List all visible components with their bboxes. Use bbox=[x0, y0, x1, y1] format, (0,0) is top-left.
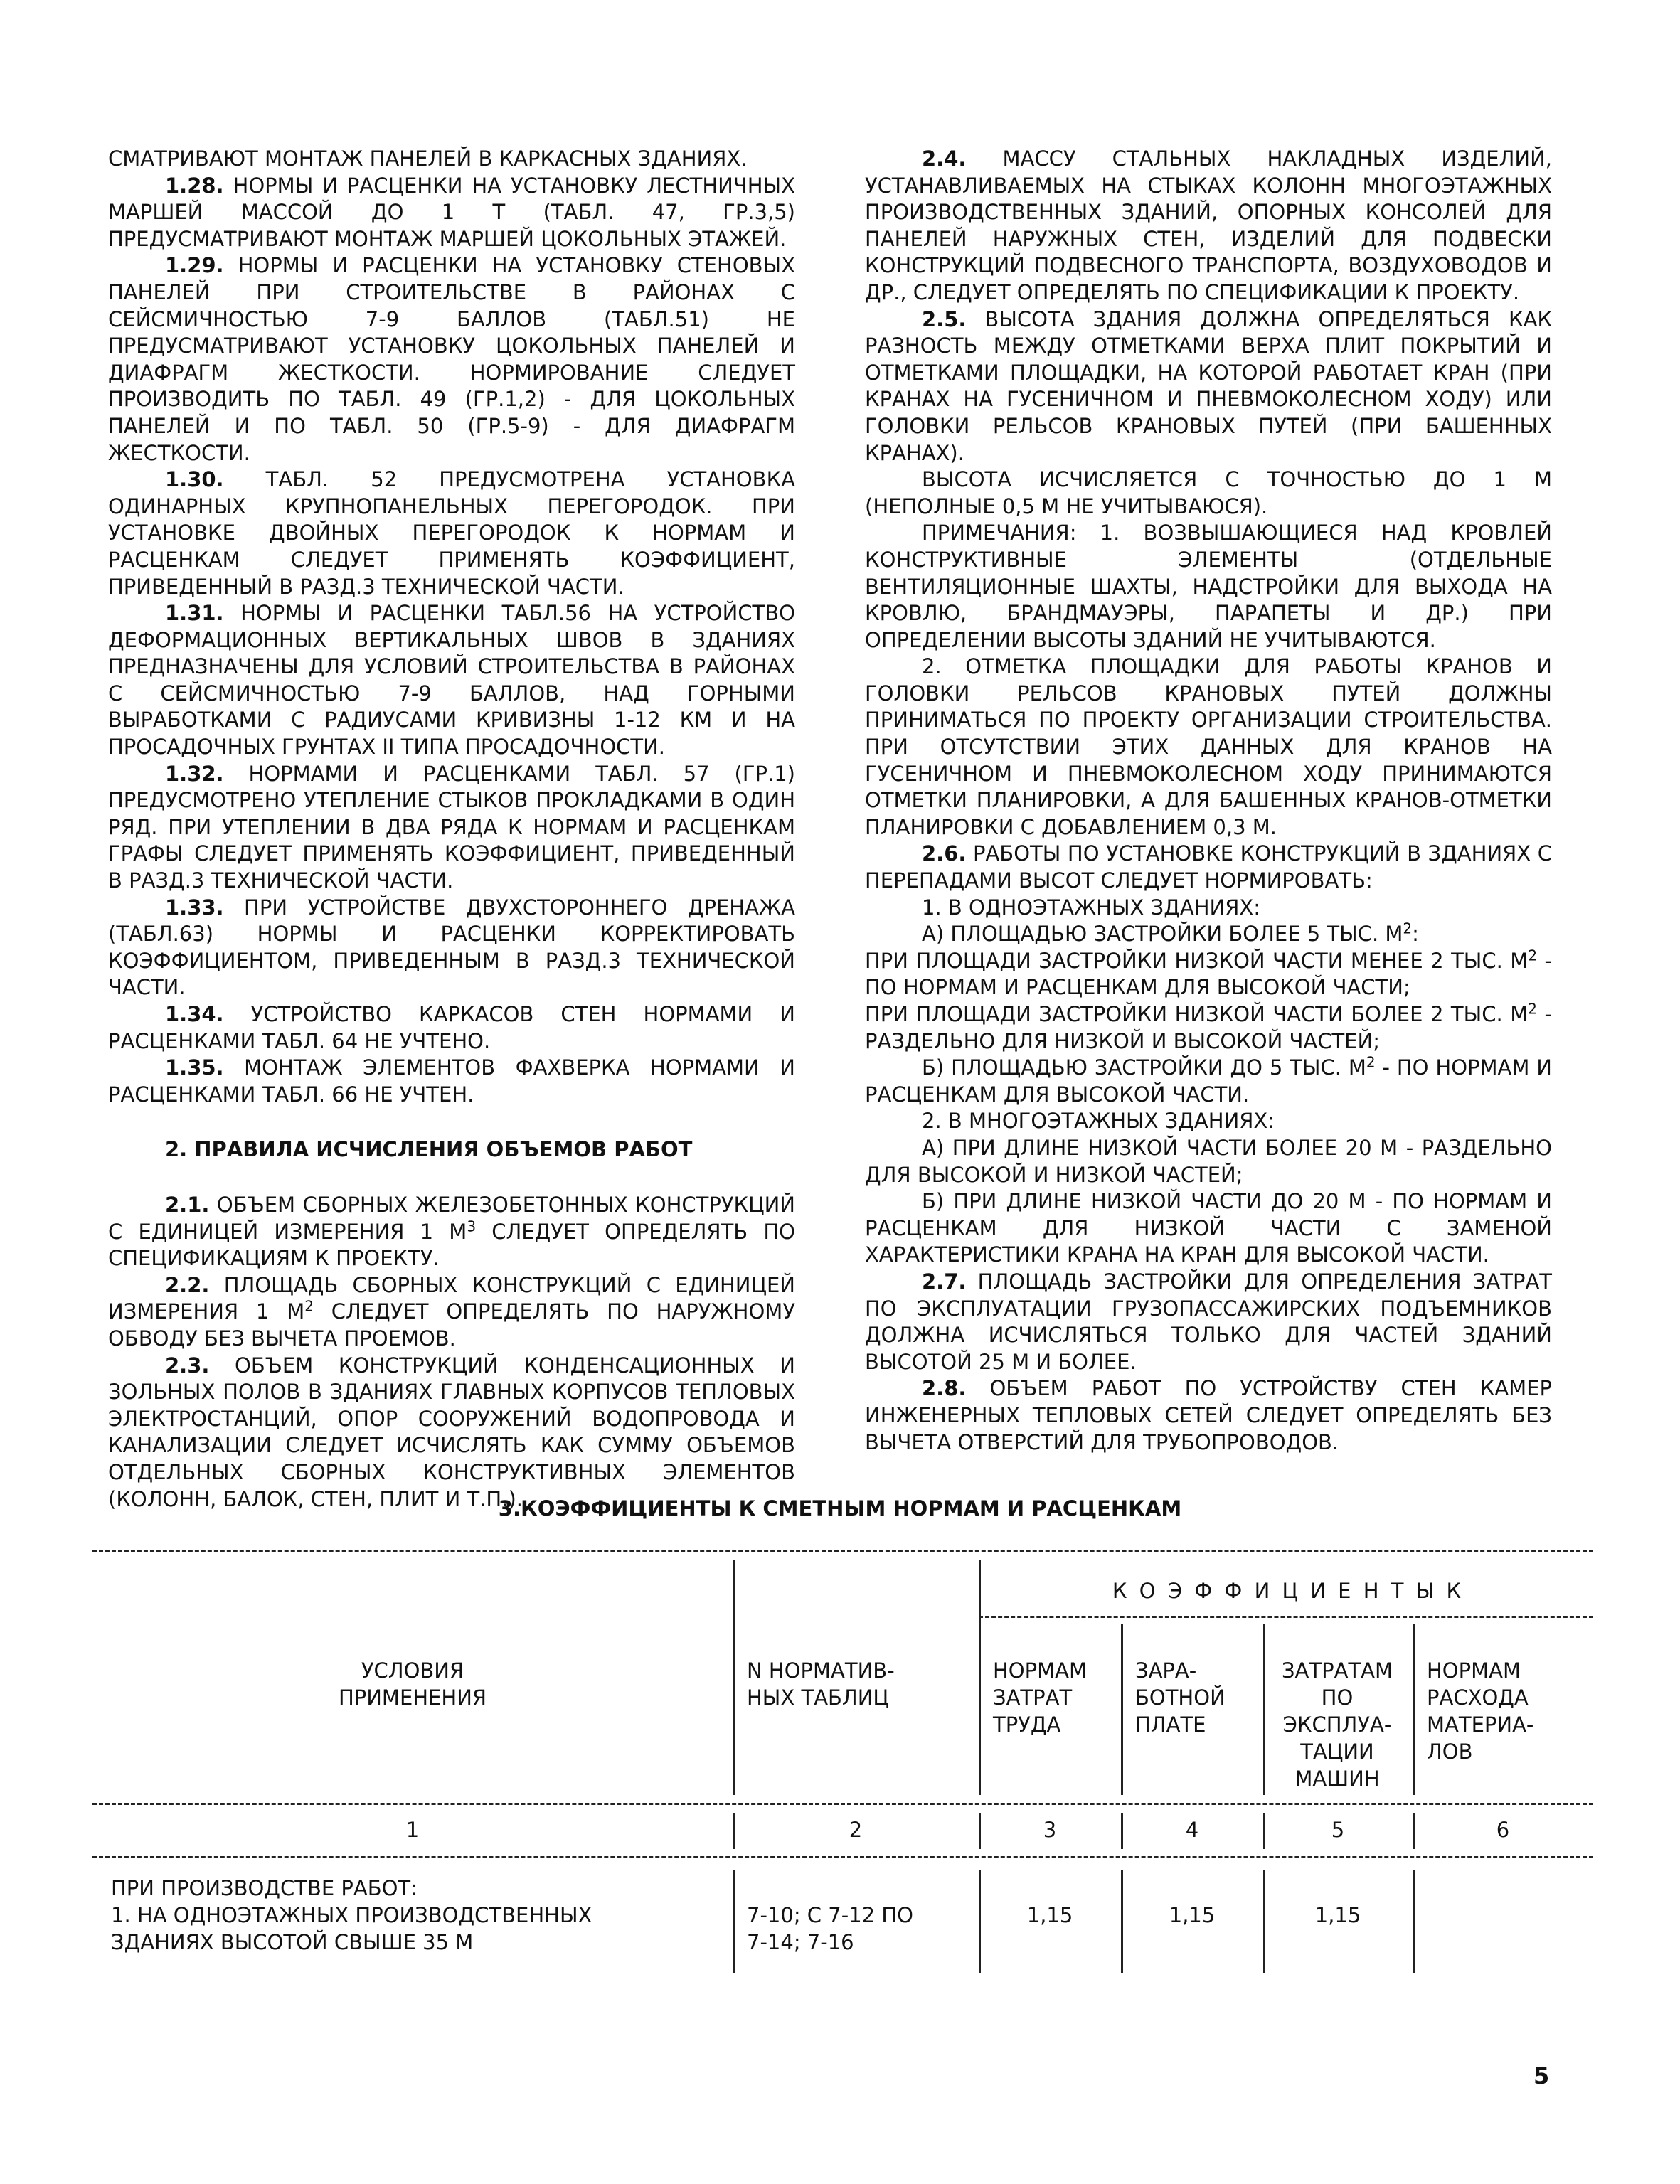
coefficients-table bbox=[92, 1550, 1593, 1991]
paragraph bbox=[108, 1353, 795, 1513]
paragraph-text: - ПО НОРМАМ И РАСЦЕНКАМ ДЛЯ ВЫСОКОЙ ЧАСТИ. bbox=[865, 1055, 1552, 1107]
paragraph bbox=[865, 841, 1552, 894]
paragraph bbox=[865, 146, 1552, 307]
paragraph bbox=[865, 1055, 1552, 1108]
clause-number: 2.3. bbox=[165, 1353, 210, 1378]
paragraph bbox=[108, 600, 795, 761]
clause-number: 1.35. bbox=[165, 1055, 224, 1080]
paragraph bbox=[865, 895, 1552, 922]
superscript: 2 bbox=[1403, 920, 1413, 937]
clause-number: 1.31. bbox=[165, 601, 224, 626]
paragraph-text: ПЛОЩАДЬ ЗАСТРОЙКИ ДЛЯ ОПРЕДЕЛЕНИЯ ЗАТРАТ ПО ЭКСПЛУАТАЦИИ ГРУЗОПАССАЖИРСКИХ ПОДЪЕМНИКОВ ДОЛЖНА ИСЧИСЛЯТЬСЯ ТОЛЬКО ДЛЯ ЧАСТЕЙ ЗДАНИЙ ВЫСОТОЙ 25 М И БОЛЕЕ. bbox=[865, 1269, 1552, 1374]
col-number: 1 bbox=[405, 1818, 420, 1842]
right-column bbox=[865, 146, 1552, 1456]
group-header-rule bbox=[979, 1616, 1593, 1618]
paragraph-text: ПРИ ПЛОЩАДИ ЗАСТРОЙКИ НИЗКОЙ ЧАСТИ БОЛЕЕ 2 ТЫС. М bbox=[865, 1002, 1529, 1026]
clause-number: 2.5. bbox=[922, 307, 967, 331]
clause-number: 2.4. bbox=[922, 147, 967, 171]
clause-number: 1.34. bbox=[165, 1002, 224, 1026]
header-machines: ЗАТРАТАМ ПО ЭКСПЛУА- ТАЦИИ МАШИН bbox=[1281, 1658, 1393, 1791]
clause-number: 1.32. bbox=[165, 761, 224, 786]
paragraph bbox=[865, 921, 1552, 948]
clause-number: 2.8. bbox=[922, 1376, 967, 1401]
group-header: К О Э Ф Ф И Ц И Е Н Т Ы К bbox=[1112, 1579, 1464, 1603]
paragraph-text: ВЫСОТА ЗДАНИЯ ДОЛЖНА ОПРЕДЕЛЯТЬСЯ КАК РАЗНОСТЬ МЕЖДУ ОТМЕТКАМИ ВЕРХА ПЛИТ ПОКРЫТИЙ И ОТМЕТКАМИ ПЛОЩАДКИ, НА КОТОРОЙ РАБОТАЕТ КРАН (ПРИ КРАНАХ НА ГУСЕНИЧНОМ И ПНЕВМОКОЛЕСНОМ ХОДУ) ИЛИ ГОЛОВКИ РЕЛЬСОВ КРАНОВЫХ ПУТЕЙ (ПРИ БАШЕННЫХ КРАНАХ). bbox=[865, 307, 1552, 465]
col-divider bbox=[733, 1870, 735, 1973]
table-title: 3.КОЭФФИЦИЕНТЫ К СМЕТНЫМ НОРМАМ И РАСЦЕНКАМ bbox=[498, 1496, 1182, 1520]
paragraph-text: - РАЗДЕЛЬНО ДЛЯ НИЗКОЙ И ВЫСОКОЙ ЧАСТЕЙ; bbox=[865, 1002, 1552, 1053]
paragraph bbox=[865, 654, 1552, 841]
row-machines: 1,15 bbox=[1314, 1903, 1361, 1927]
header-conditions: УСЛОВИЯ ПРИМЕНЕНИЯ bbox=[338, 1658, 487, 1710]
col-divider bbox=[1263, 1624, 1265, 1795]
paragraph-text: ПРИ УСТРОЙСТВЕ ДВУХСТОРОННЕГО ДРЕНАЖА (ТАБЛ.63) НОРМЫ И РАСЦЕНКИ КОРРЕКТИРОВАТЬ КОЭФФИЦИЕНТОМ, ПРИВЕДЕННЫМ В РАЗД.3 ТЕХНИЧЕСКОЙ ЧАСТИ. bbox=[108, 895, 795, 1000]
paragraph bbox=[865, 520, 1552, 654]
paragraph-text: 1. В ОДНОЭТАЖНЫХ ЗДАНИЯХ: bbox=[922, 895, 1261, 920]
clause-number: 2.2. bbox=[165, 1272, 210, 1297]
paragraph-text: ВЫСОТА ИСЧИСЛЯЕТСЯ С ТОЧНОСТЬЮ ДО 1 М (НЕПОЛНЫЕ 0,5 М НЕ УЧИТЫВАЮСЯ). bbox=[865, 467, 1552, 518]
superscript: 2 bbox=[1528, 947, 1538, 964]
paragraph-text: 2. В МНОГОЭТАЖНЫХ ЗДАНИЯХ: bbox=[922, 1109, 1275, 1134]
header-materials: НОРМАМ РАСХОДА МАТЕРИА- ЛОВ bbox=[1427, 1658, 1534, 1764]
paragraph-text: ОБЪЕМ КОНСТРУКЦИЙ КОНДЕНСАЦИОННЫХ И ЗОЛЬНЫХ ПОЛОВ В ЗДАНИЯХ ГЛАВНЫХ КОРПУСОВ ТЕПЛОВЫХ ЭЛЕКТРОСТАНЦИЙ, ОПОР СООРУЖЕНИЙ ВОДОПРОВОДА И КАНАЛИЗАЦИИ СЛЕДУЕТ ИСЧИСЛЯТЬ КАК СУММУ ОБЪЕМОВ ОТДЕЛЬНЫХ СБОРНЫХ КОНСТРУКТИВНЫХ ЭЛЕМЕНТОВ (КОЛОНН, БАЛОК, СТЕН, ПЛИТ И Т.П.). bbox=[108, 1353, 795, 1511]
paragraph-text: РАБОТЫ ПО УСТАНОВКЕ КОНСТРУКЦИЙ В ЗДАНИЯХ С ПЕРЕПАДАМИ ВЫСОТ СЛЕДУЕТ НОРМИРОВАТЬ: bbox=[865, 841, 1552, 893]
col-divider bbox=[1413, 1870, 1415, 1973]
paragraph-text: Б) ПРИ ДЛИНЕ НИЗКОЙ ЧАСТИ ДО 20 М - ПО НОРМАМ И РАСЦЕНКАМ ДЛЯ НИЗКОЙ ЧАСТИ С ЗАМЕНОЙ ХАРАКТЕРИСТИКИ КРАНА НА КРАН ДЛЯ ВЫСОКОЙ ЧАСТИ. bbox=[865, 1189, 1552, 1267]
paragraph bbox=[108, 1272, 795, 1353]
paragraph bbox=[108, 146, 795, 173]
paragraph-text: ПРИ ПЛОЩАДИ ЗАСТРОЙКИ НИЗКОЙ ЧАСТИ МЕНЕЕ 2 ТЫС. М bbox=[865, 948, 1529, 973]
paragraph-text: МАССУ СТАЛЬНЫХ НАКЛАДНЫХ ИЗДЕЛИЙ, УСТАНАВЛИВАЕМЫХ НА СТЫКАХ КОЛОНН МНОГОЭТАЖНЫХ ПРОИЗВОДСТВЕННЫХ ЗДАНИЙ, ОПОРНЫХ КОНСОЛЕЙ ДЛЯ ПАНЕЛЕЙ НАРУЖНЫХ СТЕН, ИЗДЕЛИЙ ДЛЯ ПОДВЕСКИ КОНСТРУКЦИЙ ПОДВЕСНОГО ТРАНСПОРТА, ВОЗДУХОВОДОВ И ДР., СЛЕДУЕТ ОПРЕДЕЛЯТЬ ПО СПЕЦИФИКАЦИИ К ПРОЕКТУ. bbox=[865, 147, 1552, 304]
paragraph bbox=[108, 761, 795, 895]
paragraph-text: СЛЕДУЕТ ОПРЕДЕЛЯТЬ ПО СПЕЦИФИКАЦИЯМ К ПРОЕКТУ. bbox=[108, 1219, 796, 1271]
numbers-rule bbox=[92, 1856, 1593, 1858]
paragraph-text: А) ПРИ ДЛИНЕ НИЗКОЙ ЧАСТИ БОЛЕЕ 20 М - РАЗДЕЛЬНО ДЛЯ ВЫСОКОЙ И НИЗКОЙ ЧАСТЕЙ; bbox=[865, 1135, 1552, 1187]
paragraph-text: ОБЪЕМ РАБОТ ПО УСТРОЙСТВУ СТЕН КАМЕР ИНЖЕНЕРНЫХ ТЕПЛОВЫХ СЕТЕЙ СЛЕДУЕТ ОПРЕДЕЛЯТЬ БЕЗ ВЫЧЕТА ОТВЕРСТИЙ ДЛЯ ТРУБОПРОВОДОВ. bbox=[865, 1376, 1552, 1454]
paragraph bbox=[108, 467, 795, 600]
col-number: 2 bbox=[849, 1818, 863, 1842]
header-table-numbers: N НОРМАТИВ- НЫХ ТАБЛИЦ bbox=[747, 1658, 895, 1710]
paragraph-text: УСТРОЙСТВО КАРКАСОВ СТЕН НОРМАМИ И РАСЦЕНКАМИ ТАБЛ. 64 НЕ УЧТЕНО. bbox=[108, 1002, 795, 1053]
page-number: 5 bbox=[1533, 2062, 1550, 2089]
superscript: 2 bbox=[1366, 1053, 1376, 1071]
clause-number: 1.30. bbox=[165, 467, 224, 492]
paragraph-text: А) ПЛОЩАДЬЮ ЗАСТРОЙКИ БОЛЕЕ 5 ТЫС. М bbox=[922, 922, 1403, 947]
paragraph-text: - ПО НОРМАМ И РАСЦЕНКАМ ДЛЯ ВЫСОКОЙ ЧАСТИ; bbox=[865, 948, 1552, 1000]
paragraph-text: : bbox=[1412, 922, 1419, 947]
paragraph-text: ПРИМЕЧАНИЯ: 1. ВОЗВЫШАЮЩИЕСЯ НАД КРОВЛЕЙ КОНСТРУКТИВНЫЕ ЭЛЕМЕНТЫ (ОТДЕЛЬНЫЕ ВЕНТИЛЯЦИОННЫЕ ШАХТЫ, НАДСТРОЙКИ ДЛЯ ВЫХОДА НА КРОВЛЮ, БРАНДМАУЭРЫ, ПАРАПЕТЫ И ДР.) ПРИ ОПРЕДЕЛЕНИИ ВЫСОТЫ ЗДАНИЙ НЕ УЧИТЫВАЮТСЯ. bbox=[865, 521, 1552, 652]
clause-number: 2.1. bbox=[165, 1192, 210, 1217]
paragraph bbox=[865, 1135, 1552, 1188]
paragraph-text: ТАБЛ. 52 ПРЕДУСМОТРЕНА УСТАНОВКА ОДИНАРНЫХ КРУПНОПАНЕЛЬНЫХ ПЕРЕГОРОДОК. ПРИ УСТАНОВКЕ ДВОЙНЫХ ПЕРЕГОРОДОК К НОРМАМ И РАСЦЕНКАМ СЛЕДУЕТ ПРИМЕНЯТЬ КОЭФФИЦИЕНТ, ПРИВЕДЕННЫЙ В РАЗД.3 ТЕХНИЧЕСКОЙ ЧАСТИ. bbox=[108, 467, 795, 599]
clause-number: 2.6. bbox=[922, 841, 967, 866]
table-rule-top bbox=[92, 1550, 1593, 1552]
section-heading: 2. ПРАВИЛА ИСЧИСЛЕНИЯ ОБЪЕМОВ РАБОТ bbox=[165, 1137, 693, 1162]
col-divider bbox=[1121, 1624, 1123, 1795]
paragraph bbox=[108, 1055, 795, 1108]
paragraph-text: НОРМЫ И РАСЦЕНКИ НА УСТАНОВКУ СТЕНОВЫХ ПАНЕЛЕЙ ПРИ СТРОИТЕЛЬСТВЕ В РАЙОНАХ С СЕЙСМИЧНОСТЬЮ 7-9 БАЛЛОВ (ТАБЛ.51) НЕ ПРЕДУСМАТРИВАЮТ УСТАНОВКУ ЦОКОЛЬНЫХ ПАНЕЛЕЙ И ДИАФРАГМ ЖЕСТКОСТИ. НОРМИРОВАНИЕ СЛЕДУЕТ ПРОИЗВОДИТЬ ПО ТАБЛ. 49 (ГР.1,2) - ДЛЯ ЦОКОЛЬНЫХ ПАНЕЛЕЙ И ПО ТАБЛ. 50 (ГР.5-9) - ДЛЯ ДИАФРАГМ ЖЕСТКОСТИ. bbox=[108, 253, 795, 465]
paragraph bbox=[108, 252, 795, 467]
paragraph bbox=[865, 1188, 1552, 1269]
left-column bbox=[108, 146, 795, 1513]
paragraph-text: НОРМЫ И РАСЦЕНКИ ТАБЛ.56 НА УСТРОЙСТВО ДЕФОРМАЦИОННЫХ ВЕРТИКАЛЬНЫХ ШВОВ В ЗДАНИЯХ ПРЕДНАЗНАЧЕНЫ ДЛЯ УСЛОВИЙ СТРОИТЕЛЬСТВА В РАЙОНАХ С СЕЙСМИЧНОСТЬЮ 7-9 БАЛЛОВ, НАД ГОРНЫМИ ВЫРАБОТКАМИ С РАДИУСАМИ КРИВИЗНЫ 1-12 КМ И НА ПРОСАДОЧНЫХ ГРУНТАХ II ТИПА ПРОСАДОЧНОСТИ. bbox=[108, 601, 795, 760]
superscript: 2 bbox=[1528, 1000, 1537, 1018]
paragraph-text: Б) ПЛОЩАДЬЮ ЗАСТРОЙКИ ДО 5 ТЫС. М bbox=[922, 1055, 1366, 1080]
header-rule bbox=[92, 1803, 1593, 1805]
paragraph bbox=[865, 1108, 1552, 1135]
col-number: 4 bbox=[1185, 1818, 1199, 1842]
paragraph bbox=[108, 1192, 795, 1272]
paragraph bbox=[108, 895, 795, 1001]
paragraph bbox=[865, 1375, 1552, 1456]
paragraph-text: СМАТРИВАЮТ МОНТАЖ ПАНЕЛЕЙ В КАРКАСНЫХ ЗДАНИЯХ. bbox=[108, 147, 748, 171]
paragraph-text: МОНТАЖ ЭЛЕМЕНТОВ ФАХВЕРКА НОРМАМИ И РАСЦЕНКАМИ ТАБЛ. 66 НЕ УЧТЕН. bbox=[108, 1055, 795, 1107]
clause-number: 1.29. bbox=[165, 253, 224, 278]
paragraph-text: СЛЕДУЕТ ОПРЕДЕЛЯТЬ ПО НАРУЖНОМУ ОБВОДУ БЕЗ ВЫЧЕТА ПРОЕМОВ. bbox=[108, 1299, 795, 1351]
paragraph bbox=[108, 1001, 795, 1055]
header-labor: НОРМАМ ЗАТРАТ ТРУДА bbox=[993, 1658, 1088, 1737]
clause-number: 1.28. bbox=[165, 173, 224, 198]
row-table-numbers: 7-10; С 7-12 ПО 7-14; 7-16 bbox=[747, 1903, 913, 1954]
col-divider bbox=[979, 1560, 981, 1795]
col-divider bbox=[1413, 1624, 1415, 1795]
paragraph bbox=[865, 307, 1552, 467]
paragraph bbox=[865, 948, 1552, 1001]
col-divider bbox=[733, 1560, 735, 1795]
paragraph-text: НОРМЫ И РАСЦЕНКИ НА УСТАНОВКУ ЛЕСТНИЧНЫХ МАРШЕЙ МАССОЙ ДО 1 Т (ТАБЛ. 47, ГР.3,5) ПРЕДУСМАТРИВАЮТ МОНТАЖ МАРШЕЙ ЦОКОЛЬНЫХ ЭТАЖЕЙ. bbox=[108, 173, 795, 251]
superscript: 2 bbox=[304, 1297, 314, 1315]
superscript: 3 bbox=[467, 1217, 477, 1235]
paragraph-text: НОРМАМИ И РАСЦЕНКАМИ ТАБЛ. 57 (ГР.1) ПРЕДУСМОТРЕНО УТЕПЛЕНИЕ СТЫКОВ ПРОКЛАДКАМИ В ОДИН РЯД. ПРИ УТЕПЛЕНИИ В ДВА РЯДА К НОРМАМ И РАСЦЕНКАМ ГРАФЫ СЛЕДУЕТ ПРИМЕНЯТЬ КОЭФФИЦИЕНТ, ПРИВЕДЕННЫЙ В РАЗД.3 ТЕХНИЧЕСКОЙ ЧАСТИ. bbox=[108, 761, 795, 893]
paragraph bbox=[865, 467, 1552, 520]
paragraph bbox=[865, 1001, 1552, 1055]
paragraph-text: ОБЪЕМ СБОРНЫХ ЖЕЛЕЗОБЕТОННЫХ КОНСТРУКЦИЙ С ЕДИНИЦЕЙ ИЗМЕРЕНИЯ 1 М bbox=[108, 1192, 795, 1244]
row-labor: 1,15 bbox=[1026, 1903, 1073, 1927]
row-conditions: ПРИ ПРОИЗВОДСТВЕ РАБОТ: 1. НА ОДНОЭТАЖНЫХ ПРОИЗВОДСТВЕННЫХ ЗДАНИЯХ ВЫСОТОЙ СВЫШЕ 35 М bbox=[111, 1876, 592, 1954]
col-number: 6 bbox=[1496, 1818, 1510, 1842]
header-wages: ЗАРА- БОТНОЙ ПЛАТЕ bbox=[1135, 1658, 1226, 1737]
clause-number: 2.7. bbox=[922, 1269, 967, 1294]
col-number: 3 bbox=[1043, 1818, 1057, 1842]
row-wages: 1,15 bbox=[1169, 1903, 1216, 1927]
paragraph bbox=[865, 1269, 1552, 1375]
paragraph-text: ПЛОЩАДЬ СБОРНЫХ КОНСТРУКЦИЙ С ЕДИНИЦЕЙ ИЗМЕРЕНИЯ 1 М bbox=[108, 1272, 795, 1324]
clause-number: 1.33. bbox=[165, 895, 224, 920]
col-number: 5 bbox=[1331, 1818, 1345, 1842]
paragraph bbox=[108, 173, 795, 253]
paragraph-text: 2. ОТМЕТКА ПЛОЩАДКИ ДЛЯ РАБОТЫ КРАНОВ И ГОЛОВКИ РЕЛЬСОВ КРАНОВЫХ ПУТЕЙ ДОЛЖНЫ ПРИНИМАТЬСЯ ПО ПРОЕКТУ ОРГАНИЗАЦИИ СТРОИТЕЛЬСТВА. ПРИ ОТСУТСТВИИ ЭТИХ ДАННЫХ ДЛЯ КРАНОВ НА ГУСЕНИЧНОМ И ПНЕВМОКОЛЕСНОМ ХОДУ ПРИНИМАЮТСЯ ОТМЕТКИ ПЛАНИРОВКИ, А ДЛЯ БАШЕННЫХ КРАНОВ-ОТМЕТКИ ПЛАНИРОВКИ С ДОБАВЛЕНИЕМ 0,3 М. bbox=[865, 654, 1552, 839]
